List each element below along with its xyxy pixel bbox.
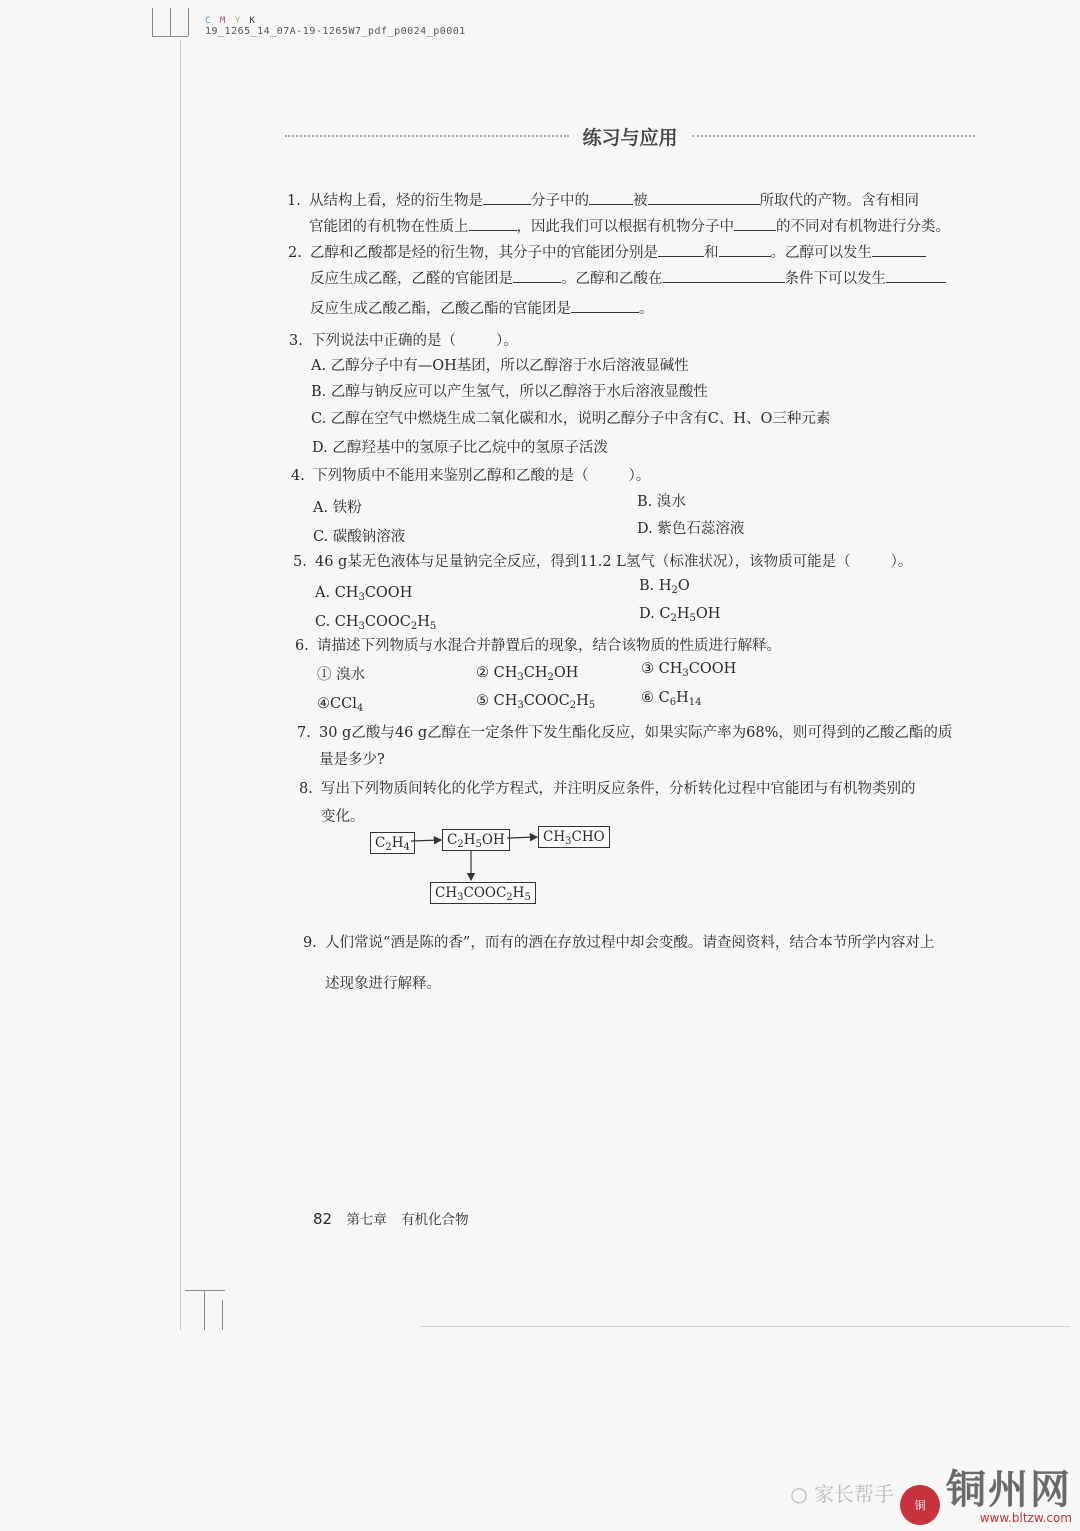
question-1-line-1 [287,190,919,211]
text: 的不同对有机物进行分类。 [776,219,950,235]
answer-blank[interactable] [469,216,517,231]
watermark-url: www.bltzw.com [979,1511,1072,1525]
question-1-line-2 [309,216,950,237]
watermark-faint-text: ○ 家长帮手 [790,1482,894,1506]
heading-dots-left [285,135,569,137]
heading-dots-right [692,135,976,137]
option-label: C. [315,614,331,630]
question-6-item-2: ② $CH_3CH_2OH$ [476,665,579,683]
question-number: 2. [288,245,302,261]
text: 46 g某无色液体与足量钠完全反应，得到11.2 L氢气（标准状况），该物质可能是（ [315,554,851,570]
item-marker: ③ [641,661,654,677]
question-number: 9. [303,935,317,951]
answer-blank[interactable] [589,190,633,205]
crop-mark [222,1300,223,1330]
seal-icon: 铜 [900,1485,940,1525]
cmyk-m: M [219,16,228,26]
answer-blank[interactable] [571,298,639,313]
page-bottom-edge [420,1326,1070,1327]
question-9-line-1 [303,933,934,953]
question-5-option-a: A. $CH_3COOH$ [315,585,413,603]
text: 请描述下列物质与水混合并静置后的现象，结合该物质的性质进行解释。 [317,638,781,654]
question-2-line-1 [288,242,926,263]
chapter-title: 有机化合物 [401,1212,469,1228]
crop-mark [204,1290,205,1330]
text: 反应生成乙醛，乙醛的官能团是 [310,271,513,287]
question-6-item-5: ⑤ $CH_3COOC_2H_5$ [476,693,596,711]
text: 。 [639,301,654,317]
text: 官能团的有机物在性质上 [309,219,469,235]
answer-blank[interactable] [886,268,946,283]
cmyk-k: K [249,16,257,26]
question-2-line-3 [310,298,654,319]
question-2-line-2 [310,268,946,289]
question-6-item-4: ④CCl$_4$ [317,696,364,714]
page-edge-line [180,40,181,1330]
answer-blank[interactable] [872,242,926,257]
question-number: 7. [297,725,311,741]
question-5-option-c: C. $CH_3COOC_2H_5$ [315,614,437,632]
question-3-option-b: B. 乙醇与钠反应可以产生氢气，所以乙醇溶于水后溶液显酸性 [311,384,708,400]
text: 被 [633,193,648,209]
answer-blank[interactable] [483,190,531,205]
question-4-option-d: D. 紫色石蕊溶液 [637,521,745,537]
text: 写出下列物质间转化的化学方程式，并注明反应条件，分析转化过程中官能团与有机物类别的 [321,781,916,797]
arrow-right-icon [507,837,537,838]
item-marker: ⑤ [476,693,489,709]
question-6-item-3: ③ $CH_3COOH$ [641,661,737,679]
text: 和 [704,245,719,261]
item-marker: ⑥ [641,690,654,706]
text: 条件下可以发生 [784,271,886,287]
formula-box-c2h4: $C_2H_4$ [370,832,415,854]
question-5-option-d: D. $C_2H_5OH$ [639,606,721,624]
formula-box-c2h5oh: $C_2H_5OH$ [442,829,510,851]
question-6-stem [295,636,781,656]
text: ）。 [628,468,651,484]
question-3-option-a: A. 乙醇分子中有—OH基团，所以乙醇溶于水后溶液显碱性 [311,358,689,374]
crop-mark [185,1290,225,1291]
text: 。乙醇可以发生 [770,245,872,261]
answer-blank[interactable] [658,242,704,257]
section-heading [285,122,975,150]
question-6-item-1: ① 溴水 [317,667,366,683]
question-5-option-b: B. $H_2O$ [639,578,690,596]
arrow-right-icon [411,840,441,841]
answer-blank[interactable] [513,268,561,283]
text: 分子中的 [531,193,589,209]
question-number: 5. [293,554,307,570]
chapter-number: 第七章 [346,1212,387,1228]
text: ）。 [496,333,518,349]
text: 。乙醇和乙酸在 [561,271,663,287]
answer-blank[interactable] [663,268,785,283]
print-header [205,16,466,37]
item-marker: ④ [317,696,330,712]
page-footer [313,1208,469,1228]
formula-box-ch3cooc2h5: $CH_3COOC_2H_5$ [430,882,536,904]
question-6-item-6: ⑥ $C_6H_{14}$ [641,690,702,708]
text: ）。 [890,554,913,570]
question-number: 4. [291,468,305,484]
section-title: 练习与应用 [582,126,678,149]
answer-blank[interactable] [648,190,760,205]
question-4-stem [291,466,650,486]
question-4-option-b: B. 溴水 [637,494,686,510]
question-3-stem [289,331,518,351]
watermark-name: 铜州网 [946,1467,1072,1513]
option-label: A. [315,585,331,601]
question-number: 3. [289,333,303,349]
question-8-line-2: 变化。 [321,809,365,825]
text: 下列物质中不能用来鉴别乙醇和乙酸的是（ [313,468,589,484]
text: 人们常说“酒是陈的香”，而有的酒在存放过程中却会变酸。请查阅资料，结合本节所学内容对上 [325,935,935,951]
text: 下列说法中正确的是（ [311,333,456,349]
question-5-stem [293,552,912,572]
text: 从结构上看，烃的衍生物是 [309,193,483,209]
cmyk-y: Y [234,16,243,26]
text: 30 g乙酸与46 g乙醇在一定条件下发生酯化反应，如果实际产率为68%，则可得到的乙酸乙酯的质 [319,725,953,741]
question-3-option-c: C. 乙醇在空气中燃烧生成二氧化碳和水，说明乙醇分子中含有C、H、O三种元素 [311,411,831,427]
text: 所取代的产物。含有相同 [759,193,919,209]
option-label: B. [639,578,655,594]
cmyk-c: C [205,16,213,26]
question-3-option-d: D. 乙醇羟基中的氢原子比乙烷中的氢原子活泼 [312,440,608,456]
crop-mark [152,36,188,37]
question-number: 8. [299,781,313,797]
question-8-line-1 [299,779,916,799]
question-9-line-2: 述现象进行解释。 [325,976,441,992]
crop-mark [152,8,153,36]
question-number: 1. [287,193,301,209]
text: 反应生成乙酸乙酯，乙酸乙酯的官能团是 [310,301,571,317]
file-code: 19_1265_14_07A-19-1265W7_pdf_p0024_p0001 [205,26,466,37]
item-marker: ② [476,665,489,681]
question-4-option-a: A. 铁粉 [313,500,362,516]
option-label: D. [639,606,655,622]
question-number: 6. [295,638,309,654]
question-7-line-2: 量是多少? [319,752,385,768]
question-4-option-c: C. 碳酸钠溶液 [313,529,406,545]
page-number: 82 [313,1210,333,1228]
watermark [790,1469,1072,1525]
question-7-line-1 [297,723,952,743]
crop-mark [188,8,189,36]
crop-mark [170,8,171,36]
text: ，因此我们可以根据有机物分子中 [516,219,734,235]
answer-blank[interactable] [719,242,771,257]
formula-box-ch3cho: $CH_3CHO$ [538,826,610,848]
answer-blank[interactable] [734,216,776,231]
reaction-arrows [360,820,620,900]
text: 乙醇和乙酸都是烃的衍生物，其分子中的官能团分别是 [310,245,658,261]
